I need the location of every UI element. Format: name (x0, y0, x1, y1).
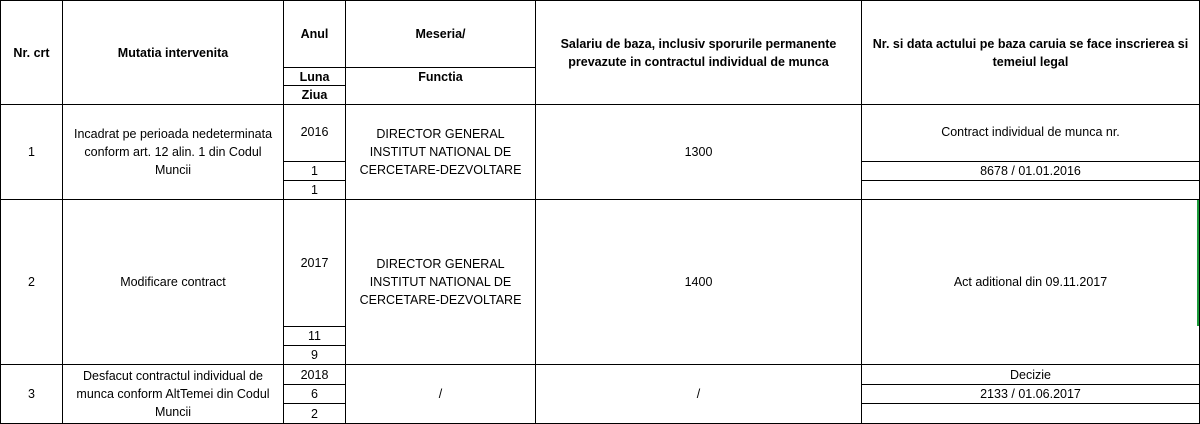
row3-luna: 6 (311, 387, 318, 401)
row3-salariu: / (696, 387, 701, 401)
row2-mutatia: Modificare contract (120, 275, 226, 289)
row2-act-top: Act aditional din 09.11.2017 (953, 275, 1108, 289)
row1-nr: 1 (28, 145, 35, 159)
row1-mutatia: Incadrat pe perioada nedeterminata conform art. 12 alin. 1 din Codul Muncii (73, 127, 273, 177)
row1-luna: 1 (311, 164, 318, 178)
row2-salariu: 1400 (684, 275, 713, 289)
row3-anul: 2018 (300, 367, 329, 382)
row3-act-top: Decizie (1010, 367, 1051, 382)
row2-luna: 11 (308, 329, 321, 343)
row3-ziua: 2 (311, 406, 318, 421)
header-salariu: Salariu de baza, inclusiv sporurile permanente prevazute in contractul individual de munca (560, 36, 837, 69)
header-anul: Anul (300, 27, 329, 41)
header-mutatia: Mutatia intervenita (117, 45, 229, 60)
row3-mutatia: Desfacut contractul individual de munca conform AltTemei din Codul Muncii (76, 369, 270, 419)
header-ziua: Ziua (301, 88, 328, 102)
row1-anul: 2016 (300, 125, 329, 139)
row2-nr: 2 (28, 275, 35, 289)
row1-ziua: 1 (311, 183, 318, 197)
row2-functia: DIRECTOR GENERAL INSTITUT NATIONAL DE CERCETARE-DEZVOLTARE (359, 257, 522, 307)
row3-functia: / (438, 387, 443, 401)
header-meseria: Meseria/ (415, 27, 466, 41)
row1-act-line2 (861, 180, 1200, 181)
row3-act-bottom: 2133 / 01.06.2017 (980, 387, 1081, 401)
header-luna: Luna (299, 69, 330, 84)
header-actul: Nr. si data actului pe baza caruia se face inscrierea si temeiul legal (872, 36, 1189, 69)
row1-act-bottom: 8678 / 01.01.2016 (980, 164, 1081, 178)
row1-act-top: Contract individual de munca nr. (941, 125, 1120, 139)
row3-nr: 3 (28, 387, 35, 401)
row1-salariu: 1300 (684, 145, 713, 159)
row1-functia: DIRECTOR GENERAL INSTITUT NATIONAL DE CERCETARE-DEZVOLTARE (359, 127, 522, 177)
header-nr-crt: Nr. crt (13, 45, 50, 60)
row2-anul: 2017 (300, 256, 329, 270)
row3-act-line2 (861, 403, 1200, 404)
header-functia: Functia (418, 69, 463, 84)
row2-ziua: 9 (311, 348, 318, 362)
